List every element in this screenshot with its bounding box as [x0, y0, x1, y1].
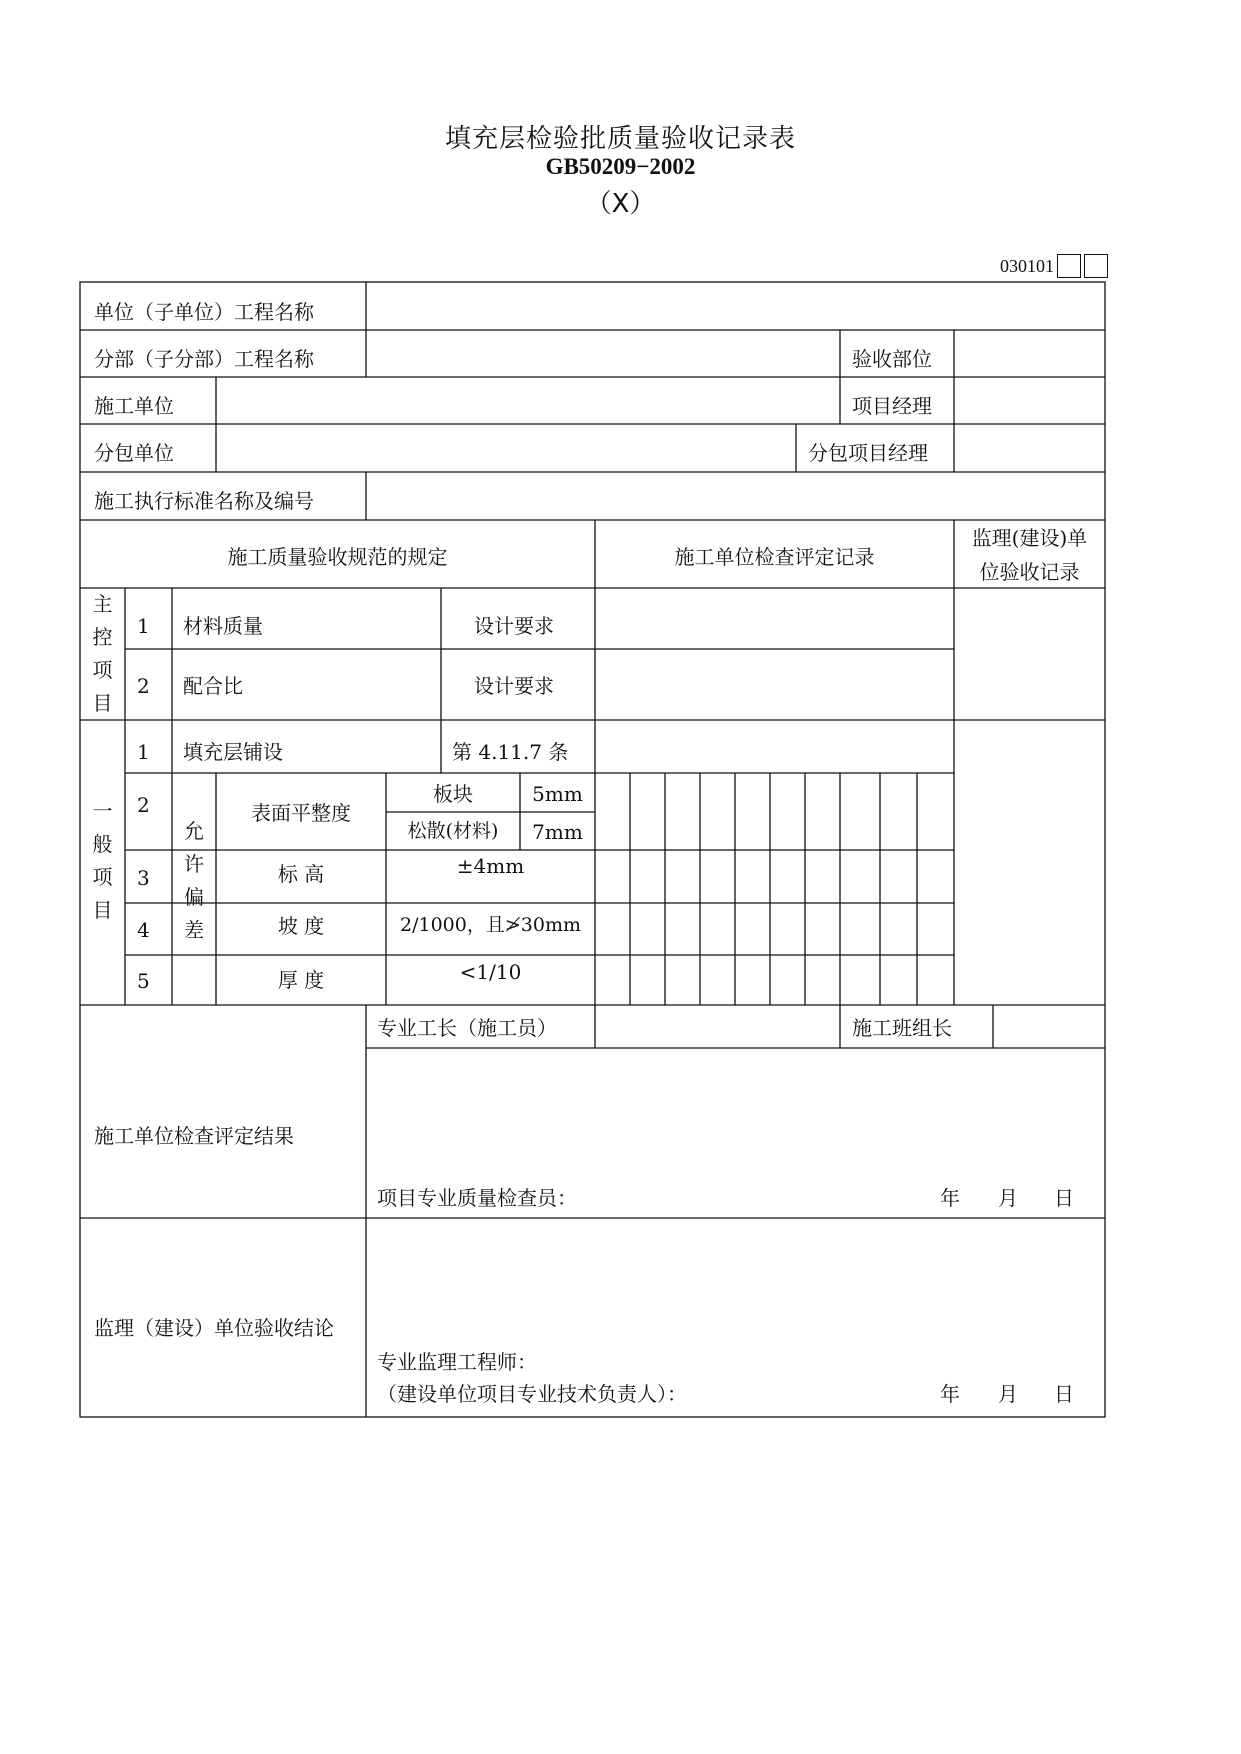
main-control-char: 目: [92, 691, 113, 715]
supervisor-result-label: 监理（建设）单位验收结论: [94, 1316, 334, 1340]
general-item-val: 2/1000，且≯30mm: [400, 914, 581, 936]
supervisor-record-header-2: 位验收记录: [979, 560, 1080, 584]
owner-rep-label: （建设单位项目专业技术负责人）：: [377, 1382, 687, 1406]
contractor-day: 日: [1054, 1186, 1074, 1210]
inspection-location-label: 验收部位: [852, 347, 932, 371]
supervisor-record-header-1: 监理(建设)单: [971, 526, 1088, 550]
engineer-label: 专业监理工程师：: [377, 1350, 537, 1374]
foreman-label: 专业工长（施工员）: [377, 1016, 557, 1040]
standard-code: GB50209−2002: [545, 154, 696, 179]
tolerance-char: 偏: [184, 885, 204, 909]
general-item-name: 填充层铺设: [183, 740, 283, 764]
spec-header: 施工质量验收规范的规定: [227, 545, 448, 569]
contractor-label: 施工单位: [94, 394, 174, 418]
main-item-req: 设计要求: [474, 674, 554, 698]
project-manager-label: 项目经理: [852, 394, 932, 418]
general-char: 一: [92, 799, 113, 823]
contractor-year: 年: [940, 1186, 960, 1210]
flatness-val2: 7mm: [532, 820, 583, 844]
exec-standard-label: 施工执行标准名称及编号: [94, 489, 314, 513]
general-item-req: 第 4.11.7 条: [452, 740, 569, 764]
general-label: [80, 795, 125, 927]
general-item-name: 标 高: [277, 862, 325, 886]
form-code-text: 030101: [1000, 255, 1054, 276]
main-item-name: 材料质量: [183, 614, 263, 638]
subcontractor-label: 分包单位: [94, 441, 174, 465]
inspector-label: 项目专业质量检查员：: [377, 1186, 577, 1210]
contractor-record-header: 施工单位检查评定记录: [674, 545, 875, 569]
general-item-no: 2: [137, 793, 150, 817]
flatness-val1: 5mm: [532, 782, 583, 806]
supervisor-day: 日: [1054, 1382, 1074, 1406]
tolerance-char: 许: [184, 852, 204, 876]
contractor-month: 月: [998, 1186, 1018, 1210]
tolerance-char: 差: [184, 918, 204, 942]
tolerance-char: 允: [184, 819, 204, 843]
contractor-result-label: 施工单位检查评定结果: [94, 1124, 294, 1148]
general-item-no: 1: [137, 740, 150, 764]
sub-project-manager-label: 分包项目经理: [808, 441, 928, 465]
main-control-char: 控: [92, 625, 113, 649]
general-item-no: 3: [137, 866, 150, 890]
form-title: 填充层检验批质量验收记录表: [444, 124, 796, 154]
division-project-label: 分部（子分部）工程名称: [94, 347, 314, 371]
main-control-char: 主: [92, 592, 113, 616]
main-item-req: 设计要求: [474, 614, 554, 638]
main-item-no: 1: [137, 614, 150, 638]
flatness-sub1: 板块: [433, 782, 473, 806]
general-item-name: 表面平整度: [251, 801, 351, 825]
general-char: 项: [92, 865, 113, 889]
general-item-no: 5: [137, 969, 150, 993]
general-item-name: 厚 度: [277, 968, 325, 992]
tolerance-label: [172, 815, 216, 947]
general-item-name: 坡 度: [277, 914, 325, 938]
general-item-no: 4: [137, 918, 150, 942]
team-leader-label: 施工班组长: [852, 1016, 952, 1040]
form-mark: （Ⅹ）: [585, 189, 656, 218]
supervisor-year: 年: [940, 1382, 960, 1406]
general-item-val: <1/10: [459, 960, 522, 984]
unit-project-label: 单位（子单位）工程名称: [94, 300, 314, 324]
general-char: 般: [92, 832, 113, 856]
main-control-label: [80, 588, 125, 720]
supervisor-month: 月: [998, 1382, 1018, 1406]
general-item-val: ±4mm: [456, 854, 525, 878]
main-control-char: 项: [92, 658, 113, 682]
flatness-sub2: 松散(材料): [407, 820, 499, 842]
general-char: 目: [92, 898, 113, 922]
main-item-name: 配合比: [183, 674, 243, 698]
main-item-no: 2: [137, 674, 150, 698]
